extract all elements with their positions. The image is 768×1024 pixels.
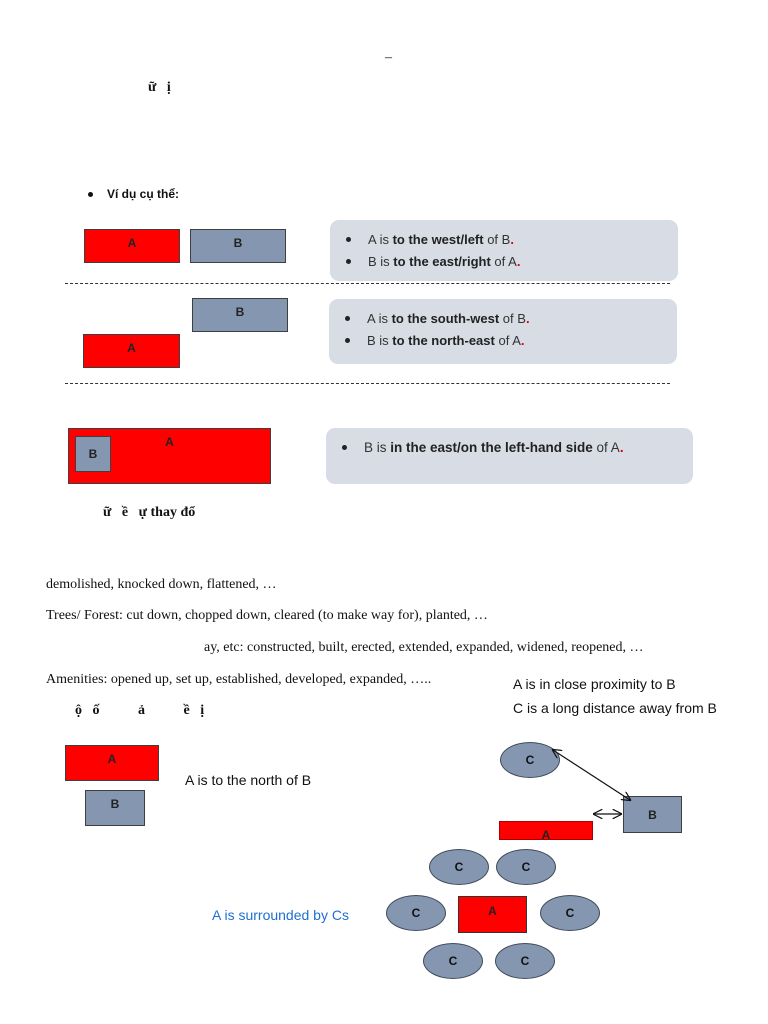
surround-ellipse-c-2: C	[496, 849, 556, 885]
row1-statement-2: B is to the east/right of A.	[368, 251, 678, 273]
north-box-a: A	[65, 745, 159, 781]
surround-ellipse-c-4: C	[540, 895, 600, 931]
heading-1: ữ ị	[148, 80, 171, 95]
north-box-b: B	[85, 790, 145, 826]
row2-box-b: B	[192, 298, 288, 332]
surround-ellipse-c-3: C	[386, 895, 446, 931]
vocab-line-4: Amenities: opened up, set up, established, developed, expanded, …..	[46, 672, 432, 687]
long-distance-arrow	[553, 750, 630, 800]
row1-box-b: B	[190, 229, 286, 263]
vocab-line-3: ay, etc: constructed, built, erected, extended, expanded, widened, reopened, …	[204, 640, 644, 655]
header-dash: –	[385, 50, 392, 65]
vocab-line-2: Trees/ Forest: cut down, chopped down, cleared (to make way for), planted, …	[46, 608, 488, 623]
surrounded-caption: A is surrounded by Cs	[212, 907, 349, 923]
heading-3: ộ ố ả ề ị	[75, 703, 205, 718]
proximity-box-b: B	[623, 796, 682, 833]
proximity-ellipse-c: C	[500, 742, 560, 778]
vocab-line-1: demolished, knocked down, flattened, …	[46, 577, 277, 592]
surround-ellipse-c-5: C	[423, 943, 483, 979]
surround-ellipse-c-6: C	[495, 943, 555, 979]
row1-box-a: A	[84, 229, 180, 263]
proximity-box-a: A	[499, 821, 593, 840]
heading-2: ữ ề ự thay đổ	[103, 505, 196, 520]
surround-ellipse-c-1: C	[429, 849, 489, 885]
example-label: Ví dụ cụ thể:	[107, 187, 179, 201]
row1-statement-1: A is to the west/left of B.	[368, 229, 678, 251]
row2-box-a: A	[83, 334, 180, 368]
row2-statement-2: B is to the north-east of A.	[367, 330, 677, 352]
row3-box-a: A	[68, 428, 271, 484]
row3-box-b: B	[75, 436, 111, 472]
surround-box-a: A	[458, 896, 527, 933]
proximity-caption-1: A is in close proximity to B	[513, 676, 676, 692]
proximity-caption-2: C is a long distance away from B	[513, 700, 717, 716]
row3-statement-1: B is in the east/on the left-hand side of A.	[364, 437, 693, 459]
row2-statement-1: A is to the south-west of B.	[367, 308, 677, 330]
north-caption: A is to the north of B	[185, 772, 312, 788]
